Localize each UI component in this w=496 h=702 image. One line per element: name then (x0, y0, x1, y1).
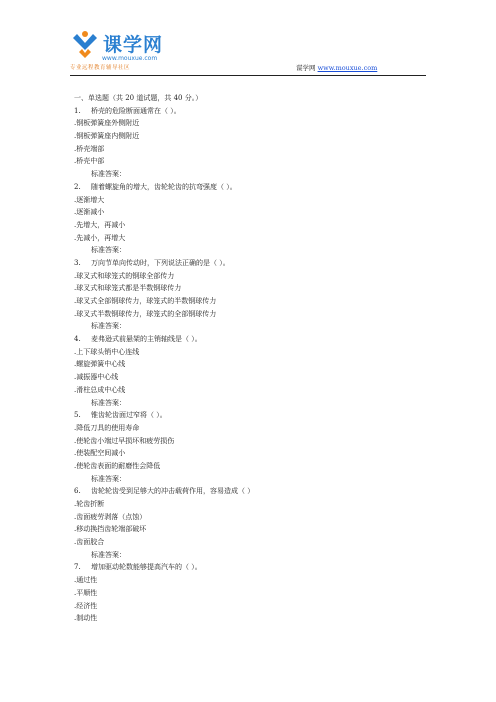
question-number: 5. (74, 411, 81, 420)
question-list (74, 92, 434, 625)
question-number: 1. (74, 106, 81, 115)
answer-option: .使装配空间减小 (74, 449, 126, 458)
answer-option: .先减小，再增大 (74, 233, 126, 242)
standard-answer-label: 标准答案： (91, 246, 126, 255)
standard-answer-label: 标准答案： (91, 474, 126, 483)
answer-option: .球叉式半数钢球传力，球笼式的全部钢球传力 (74, 309, 217, 318)
answer-option: .减振器中心线 (74, 373, 119, 382)
answer-option: .逐渐减小 (74, 208, 105, 217)
answer-option: .移动换挡齿轮端部破坏 (74, 525, 147, 534)
question-6 (74, 485, 434, 498)
question-text: 增加驱动轮数能够提高汽车的（ ）。 (91, 563, 202, 572)
answer-option: .使轮齿小端过早损坏和疲劳损伤 (74, 436, 175, 445)
answer-option: .降低刀具的使用寿命 (74, 423, 140, 432)
answer-option: .使轮齿表面的耐磨性会降低 (74, 461, 161, 470)
question-number: 4. (74, 335, 81, 344)
answer-option: .先增大，再减小 (74, 220, 126, 229)
question-text: 万向节单向传动时，下列说法正确的是（ ）。 (91, 258, 230, 267)
question-text: 随着螺旋角的增大，齿轮轮齿的抗弯强度（ ）。 (91, 182, 237, 191)
question-number: 7. (74, 563, 81, 572)
answer-option: .桥壳中部 (74, 157, 105, 166)
answer-option: .球叉式和球笼式的钢球全部传力 (74, 271, 175, 280)
question-5 (74, 409, 434, 422)
question-text: 锥齿轮齿面过窄将（ ）。 (91, 411, 167, 420)
answer-option: .钢板弹簧座外侧附近 (74, 119, 140, 128)
questions-container (74, 105, 434, 625)
site-link-block (296, 63, 377, 72)
answer-option: .逐渐增大 (74, 195, 105, 204)
header-divider (70, 75, 426, 76)
answer-option: .轮齿折断 (74, 500, 105, 508)
site-url-link[interactable]: www.mouxue.com (317, 64, 378, 72)
answer-option: .螺旋弹簧中心线 (74, 360, 126, 369)
answer-option: .滑柱总成中心线 (74, 385, 126, 394)
question-text: 齿轮轮齿受到足够大的冲击载荷作用，容易造成（ ） (91, 487, 255, 496)
question-number: 6. (74, 487, 81, 496)
question-1 (74, 105, 434, 118)
answer-option: .齿面胶合 (74, 538, 105, 547)
question-7 (74, 561, 434, 574)
question-text: 麦弗逊式前悬架的主销轴线是（ ）。 (91, 335, 202, 344)
site-label: 谋学网 (296, 64, 316, 72)
question-text: 桥壳的危险断面通常在（ ）。 (91, 106, 181, 115)
answer-option: .球叉式和球笼式都是半数钢球传力 (74, 284, 182, 293)
question-3 (74, 257, 434, 270)
logo-mark-icon (70, 30, 100, 62)
standard-answer-label: 标准答案： (91, 170, 126, 179)
standard-answer-label: 标准答案： (91, 322, 126, 331)
answer-option: .平顺性 (74, 588, 98, 597)
answer-option: .经济性 (74, 601, 98, 610)
answer-option: .钢板弹簧座内侧附近 (74, 132, 140, 141)
section-title: 一、单选题（共 20 道试题，共 40 分。） (74, 94, 203, 102)
question-4 (74, 333, 434, 346)
answer-option: .上下球头销中心连线 (74, 347, 140, 356)
question-number: 3. (74, 258, 81, 267)
answer-option: .齿面疲劳剥落（点蚀） (74, 512, 147, 521)
logo-slogan: 专业远程教育辅导社区 (70, 65, 131, 71)
logo-url: www.mouxue.com (102, 55, 158, 62)
question-2 (74, 181, 434, 194)
answer-option: .球叉式全部钢球传力，球笼式的半数钢球传力 (74, 297, 217, 305)
answer-option: .通过性 (74, 576, 98, 585)
standard-answer-label: 标准答案： (91, 550, 126, 559)
question-number: 2. (74, 182, 81, 191)
page-header (0, 0, 496, 80)
answer-option: .桥壳端部 (74, 144, 105, 153)
logo-title: 课学网 (103, 34, 164, 56)
logo (70, 30, 170, 72)
answer-option: .制动性 (74, 614, 98, 623)
standard-answer-label: 标准答案： (91, 398, 126, 407)
